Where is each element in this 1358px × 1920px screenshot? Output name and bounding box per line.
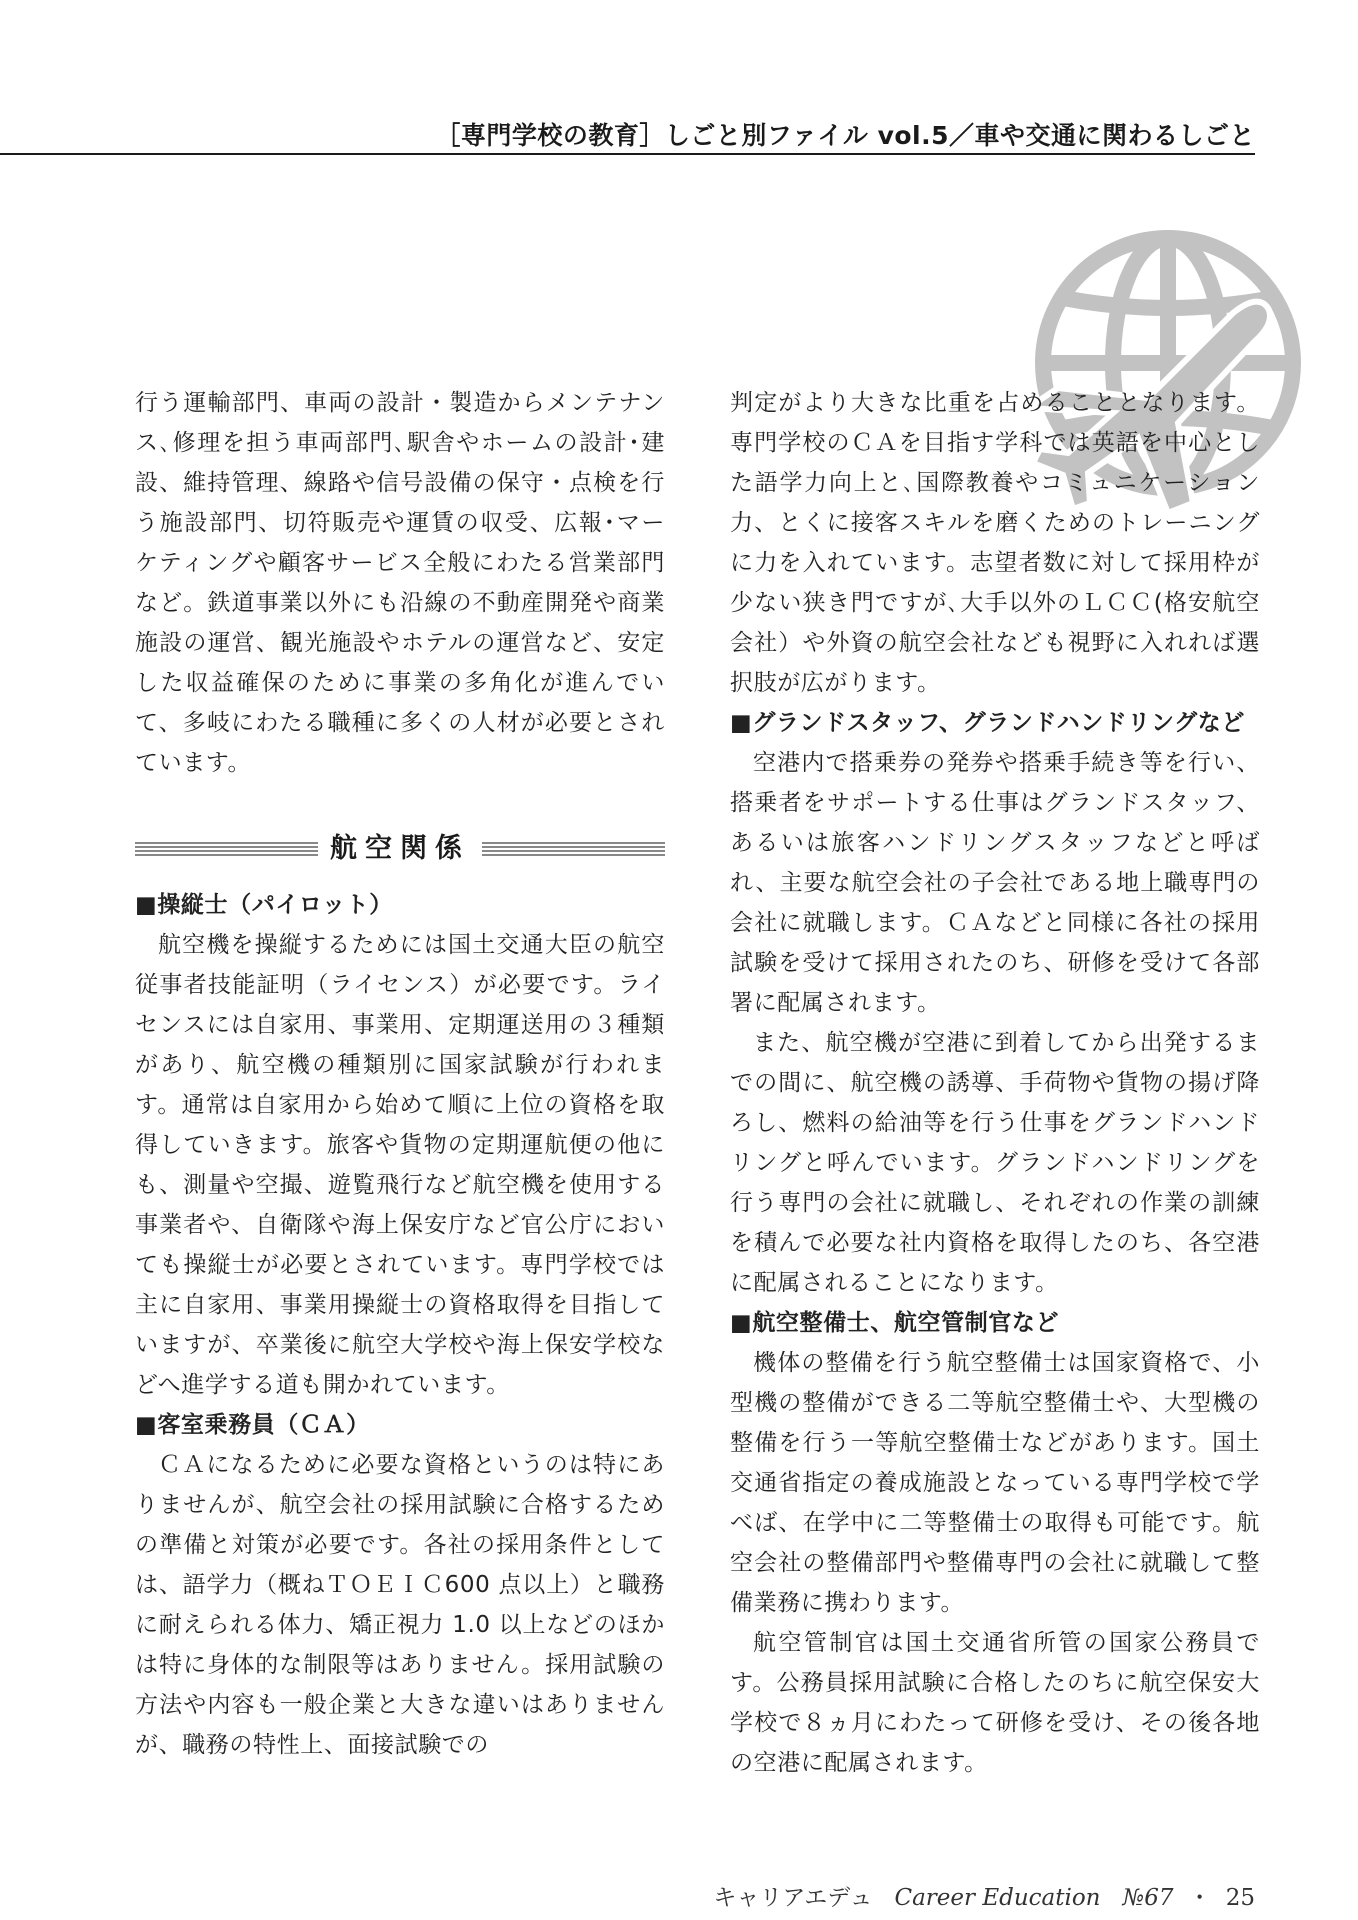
ground-heading: ■グランドスタッフ、グランドハンドリングなど [730, 710, 1245, 736]
ca-paragraph: ＣＡになるために必要な資格というのは特にありませんが、航空会社の採用試験に合格するための準備と対策が必要です。各社の採用条件としては、語学力（概ねＴＯＥＩＣ600 点以上）と職務に耐えられる体力、矯正視力 1.0 以上などのほかは特に身体的な制限等はありません。採用試験の方法や内容も一般企業と大きな違いはありませんが、職務の特性上、面接試験での [135, 1452, 665, 1758]
pilot-heading: ■操縦士（パイロット） [135, 892, 393, 918]
ground-paragraph-2: また、航空機が空港に到着してから出発するまでの間に、航空機の誘導、手荷物や貨物の揚げ降ろし、燃料の給油等を行う仕事をグランドハンドリングと呼んでいます。グランドハンドリングを行う専門の会社に就職し、それぞれの作業の訓練を積んで必要な社内資格を取得したのち、各空港に配属されることになります。 [730, 1030, 1260, 1296]
left-column [135, 383, 665, 1765]
magazine-name-jp: キャリアエデュ [713, 1885, 873, 1911]
intro-paragraph: 行う運輸部門、車両の設計・製造からメンテナンス､修理を担う車両部門､駅舎やホームの設計･建設、維持管理、線路や信号設備の保守・点検を行う施設部門、切符販売や運賃の収受、広報･マーケティングや顧客サービス全般にわたる営業部門など。鉄道事業以外にも沿線の不動産開発や商業施設の運営、観光施設やホテルの運営など、安定した収益確保のために事業の多角化が進んでいて、多岐にわたる職種に多くの人材が必要とされています。 [135, 390, 665, 776]
maintenance-paragraph-1: 機体の整備を行う航空整備士は国家資格で、小型機の整備ができる二等航空整備士や、大型機の整備を行う一等航空整備士などがあります。国土交通省指定の養成施設となっている専門学校で学べば、在学中に二等整備士の取得も可能です。航空会社の整備部門や整備専門の会社に就職して整備業務に携わります。 [730, 1350, 1260, 1616]
issue-number: №67 [1122, 1885, 1174, 1911]
section-heading [135, 821, 665, 877]
ca-heading: ■客室乗務員（ＣＡ） [135, 1412, 370, 1438]
heading-rule-right [482, 842, 665, 856]
pilot-paragraph: 航空機を操縦するためには国土交通大臣の航空従事者技能証明（ライセンス）が必要です。ライセンスには自家用、事業用、定期運送用の３種類があり、航空機の種類別に国家試験が行われます。通常は自家用から始めて順に上位の資格を取得していきます。旅客や貨物の定期運航便の他にも、測量や空撮、遊覧飛行など航空機を使用する事業者や、自衛隊や海上保安庁など官公庁においても操縦士が必要とされています。専門学校では主に自家用、事業用操縦士の資格取得を目指していますが、卒業後に航空大学校や海上保安学校などへ進学する道も開かれています。 [135, 932, 665, 1398]
page-number: 25 [1225, 1885, 1255, 1911]
page-footer [0, 1879, 1255, 1912]
header-rule [0, 153, 1255, 155]
section-heading-label: 航空関係 [330, 833, 470, 864]
footer-separator: ・ [1188, 1885, 1212, 1911]
magazine-name-en: Career Education [894, 1885, 1101, 1911]
running-header: ［専門学校の教育］しごと別ファイル vol.5／車や交通に関わるしごと [435, 121, 1255, 150]
maintenance-paragraph-2: 航空管制官は国土交通省所管の国家公務員です。公務員採用試験に合格したのちに航空保安大学校で８ヵ月にわたって研修を受け、その後各地の空港に配属されます。 [730, 1630, 1260, 1776]
ground-paragraph-1: 空港内で搭乗券の発券や搭乗手続き等を行い、搭乗者をサポートする仕事はグランドスタッフ、あるいは旅客ハンドリングスタッフなどと呼ばれ、主要な航空会社の子会社である地上職専門の会社に就職します。ＣＡなどと同様に各社の採用試験を受けて採用されたのち、研修を受けて各部署に配属されます。 [730, 750, 1260, 1016]
ca-continued-paragraph: 判定がより大きな比重を占めることとなります。専門学校のＣＡを目指す学科では英語を中心とした語学力向上と､国際教養やコミュニケーション力、とくに接客スキルを磨くためのトレーニングに力を入れています。志望者数に対して採用枠が少ない狭き門ですが､大手以外のＬＣＣ(格安航空会社）や外資の航空会社なども視野に入れれば選択肢が広がります。 [730, 390, 1260, 696]
maintenance-heading: ■航空整備士、航空管制官など [730, 1310, 1060, 1336]
heading-rule-left [135, 842, 318, 856]
right-column [730, 383, 1260, 1783]
